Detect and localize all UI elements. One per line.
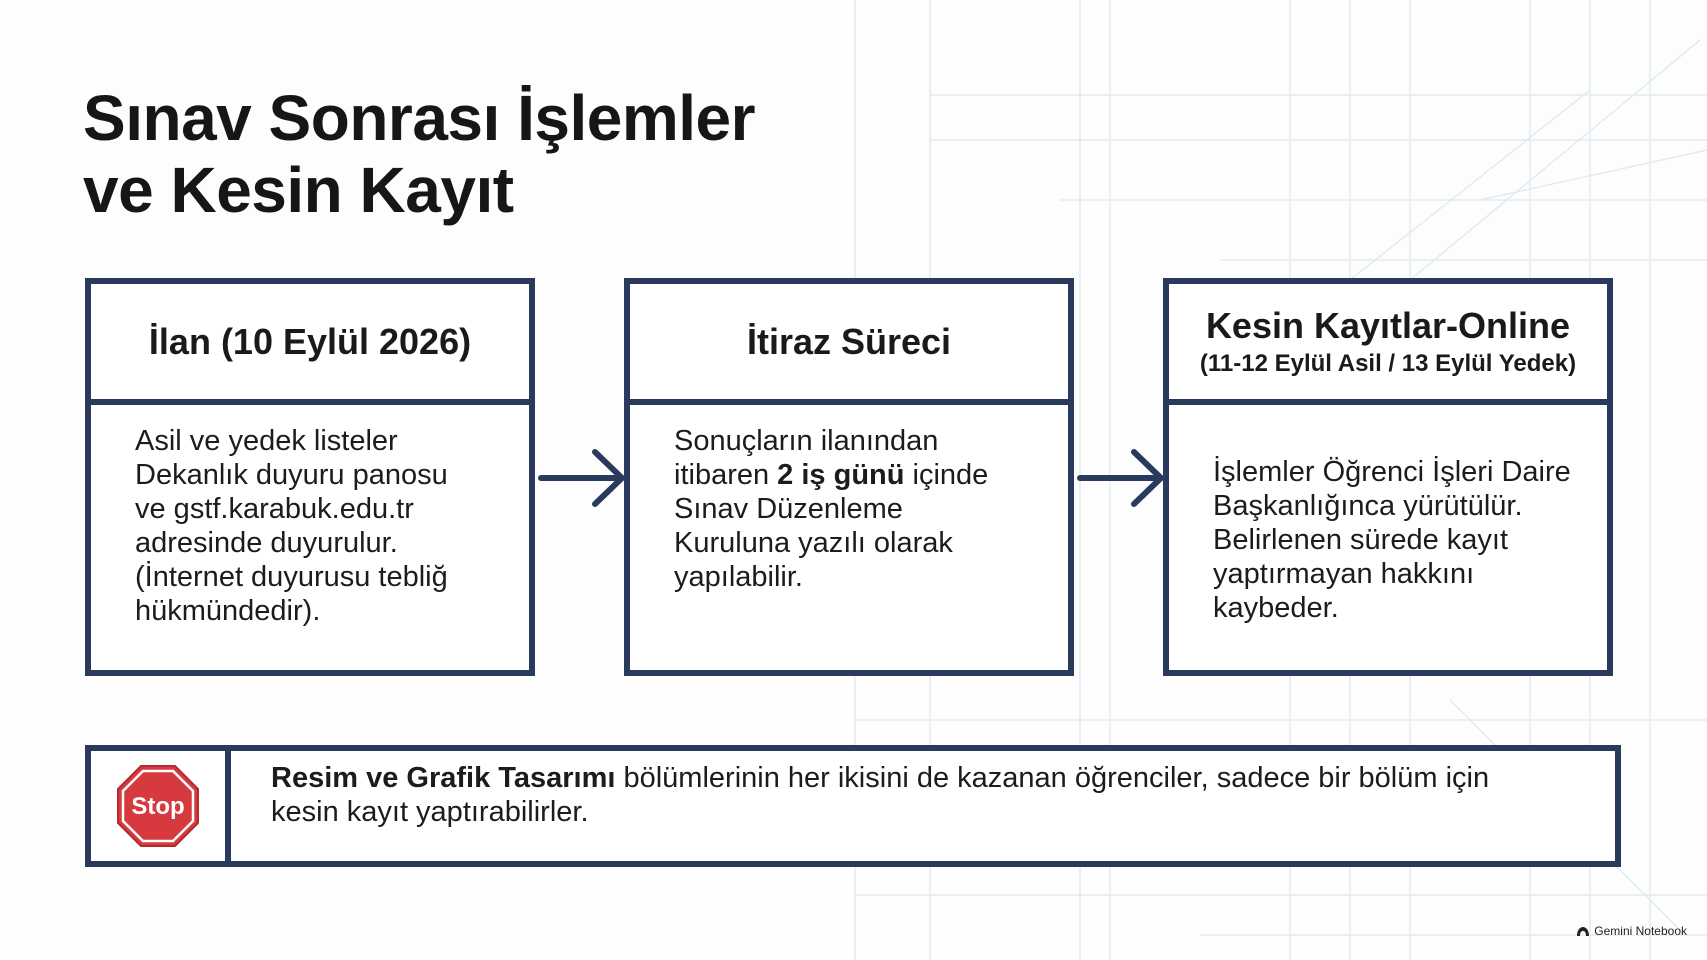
body-line: Asil ve yedek listeler — [135, 425, 398, 457]
warning-text — [231, 751, 1529, 861]
body-line: Başkanlığınca yürütülür. — [1213, 490, 1523, 522]
brand-watermark — [1576, 924, 1687, 938]
warning-note — [85, 745, 1621, 867]
body-line: ve gstf.karabuk.edu.tr — [135, 493, 414, 525]
page-title-line1: Sınav Sonrası İşlemler — [83, 82, 755, 154]
body-line: kaybeder. — [1213, 592, 1339, 624]
body-line: yaptırmayan hakkını — [1213, 558, 1475, 590]
warning-line — [271, 761, 1489, 795]
objection-card-body — [630, 405, 1068, 594]
body-line: Sınav Düzenleme — [674, 493, 903, 525]
objection-card-title: İtiraz Süreci — [746, 320, 952, 362]
announcement-card-body — [91, 405, 529, 628]
arrow-right-icon — [541, 452, 622, 504]
page-title-line2: ve Kesin Kayıt — [83, 154, 514, 226]
final-registration-card-header — [1169, 284, 1607, 405]
brand-label: Gemini Notebook — [1594, 924, 1687, 938]
body-line: Dekanlık duyuru panosu — [135, 459, 448, 491]
body-text: itibaren — [674, 459, 778, 491]
final-registration-card-subtitle: (11-12 Eylül Asil / 13 Eylül Yedek) — [1199, 349, 1577, 377]
body-line: Belirlenen sürede kayıt — [1213, 524, 1508, 556]
deadline-highlight: 2 iş günü — [777, 459, 905, 491]
body-line: adresinde duyurulur. — [135, 527, 398, 559]
announcement-card-title: İlan (10 Eylül 2026) — [148, 320, 472, 362]
warning-text-part: bölümlerinin her ikisini de kazanan öğrenciler, sadece bir bölüm için — [615, 762, 1490, 794]
objection-card — [624, 278, 1074, 676]
warning-line: kesin kayıt yaptırabilirler. — [271, 796, 589, 828]
stop-sign-cell — [91, 751, 231, 861]
body-line: Kuruluna yazılı olarak — [674, 527, 953, 559]
body-line: İşlemler Öğrenci İşleri Daire — [1213, 456, 1571, 488]
announcement-card-header — [91, 284, 529, 405]
body-line — [674, 458, 1038, 492]
objection-card-header — [630, 284, 1068, 405]
final-registration-card-body — [1169, 405, 1607, 625]
body-line: Sonuçların ilanından — [674, 425, 939, 457]
stop-sign-icon — [116, 764, 200, 848]
body-line: (İnternet duyurusu tebliğ — [135, 561, 448, 593]
notebook-logo-icon — [1576, 926, 1590, 937]
arrow-right-icon — [1080, 452, 1161, 504]
department-name: Resim ve Grafik Tasarımı — [271, 762, 616, 794]
final-registration-card-title: Kesin Kayıtlar-Online — [1205, 304, 1571, 346]
stop-sign-label: Stop — [131, 793, 185, 820]
body-text: içinde — [904, 459, 989, 491]
body-line: hükmündedir). — [135, 595, 321, 627]
final-registration-card — [1163, 278, 1613, 676]
body-line: yapılabilir. — [674, 561, 803, 593]
announcement-card — [85, 278, 535, 676]
